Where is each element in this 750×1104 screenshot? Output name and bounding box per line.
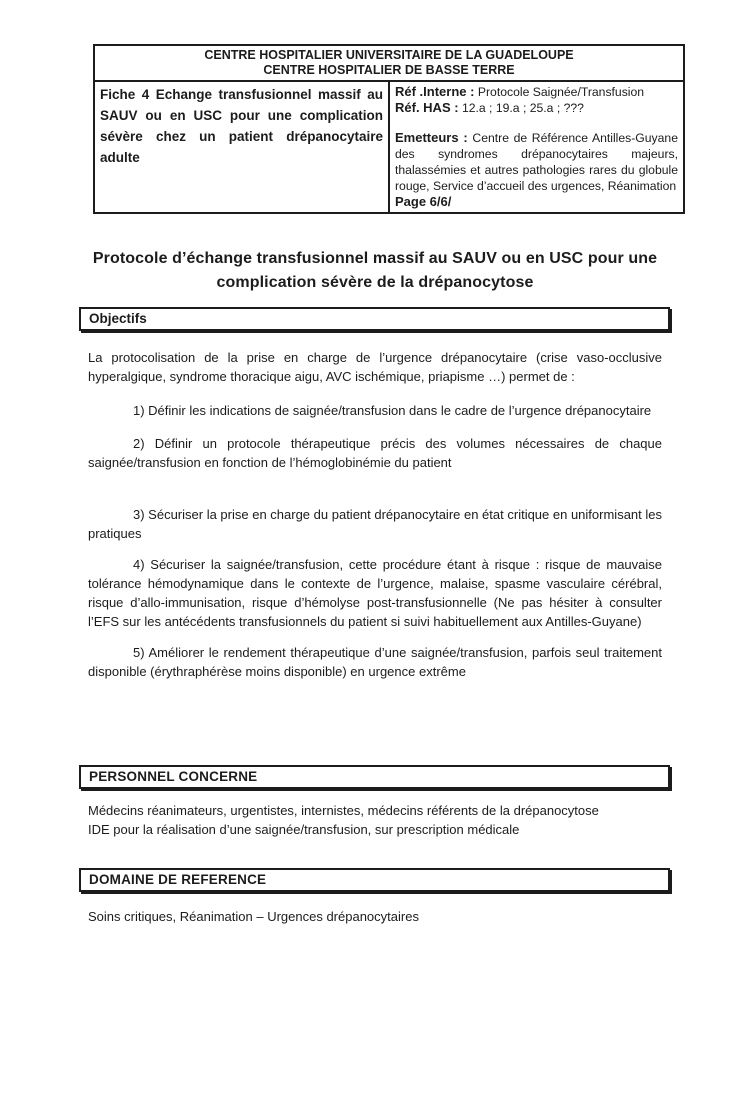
header-detail-row <box>94 81 684 213</box>
ref-interne-label: Réf .Interne : <box>395 84 475 99</box>
ref-has-value: 12.a ; 19.a ; 25.a ; ??? <box>461 101 584 115</box>
page-number: Page 6/6/ <box>395 194 452 209</box>
objectifs-item-2: 2) Définir un protocole thérapeutique précis des volumes nécessaires de chaque saignée/transfusion en fonction de l’hémoglobinémie du patient <box>88 436 662 470</box>
ref-has-label: Réf. HAS : <box>395 100 459 115</box>
header-table <box>93 44 685 214</box>
objectifs-intro-paragraph: La protocolisation de la prise en charge de l’urgence drépanocytaire (crise vaso-occlusive hyperalgique, syndrome thoracique aigu, AVC ischémique, priapisme …) permet de : <box>88 350 662 384</box>
section-heading-personnel <box>79 765 670 789</box>
personnel-line-2: IDE pour la réalisation d’une saignée/transfusion, sur prescription médicale <box>88 822 520 837</box>
document-page <box>0 44 750 1104</box>
header-org-row <box>94 45 684 81</box>
section-heading-personnel-label: PERSONNEL CONCERNE <box>89 769 258 784</box>
reference-cell <box>389 81 684 213</box>
domaine-paragraph: Soins critiques, Réanimation – Urgences drépanocytaires <box>88 909 419 924</box>
emetteurs-value: Centre de Référence Antilles-Guyane des syndromes drépanocytaires majeurs, thalassémies et autres pathologies rares du globule rouge, Service d’accueil des urgences, Réanimation <box>395 131 678 193</box>
page-title: Protocole d’échange transfusionnel massif au SAUV ou en USC pour une complication sévère de la drépanocytose <box>92 250 658 291</box>
ref-interne-line <box>395 84 678 100</box>
personnel-line-1: Médecins réanimateurs, urgentistes, internistes, médecins référents de la drépanocytose <box>88 803 599 818</box>
objectifs-item-4: 4) Sécuriser la saignée/transfusion, cette procédure étant à risque : risque de mauvaise tolérance hémodynamique dans le contexte de l’urgence, malaise, spasme vasculaire cérébral, risque d’allo-immunisation, risque d’hémolyse post-transfusionnelle (Ne pas hésiter à consulter l’EFS sur les antécédents transfusionnels du patient si suivi habituellement aux Antilles-Guyane) <box>88 557 662 629</box>
objectifs-item-5: 5) Améliorer le rendement thérapeutique d’une saignée/transfusion, parfois seul traitement disponible (érythraphérèse moins disponible) en urgence extrême <box>88 645 662 679</box>
fiche-title: Fiche 4 Echange transfusionnel massif au SAUV ou en USC pour une complication sévère chez un patient drépanocytaire adulte <box>100 87 383 165</box>
personnel-paragraph <box>88 801 662 839</box>
fiche-title-cell <box>94 81 389 213</box>
objectifs-item-3: 3) Sécuriser la prise en charge du patient drépanocytaire en état critique en uniformisant les pratiques <box>88 507 662 541</box>
ref-has-line <box>395 100 678 116</box>
objectifs-item-1: 1) Définir les indications de saignée/transfusion dans le cadre de l’urgence drépanocytaire <box>133 403 652 418</box>
org-name-cell <box>94 45 684 81</box>
section-heading-domaine <box>79 868 670 892</box>
org-name-line1: CENTRE HOSPITALIER UNIVERSITAIRE DE LA GUADELOUPE <box>204 48 574 62</box>
section-heading-domaine-label: DOMAINE DE REFERENCE <box>89 872 267 887</box>
section-heading-objectifs-label: Objectifs <box>89 311 147 326</box>
ref-interne-value: Protocole Saignée/Transfusion <box>477 85 645 99</box>
section-heading-objectifs <box>79 307 670 331</box>
emetteurs-label: Emetteurs : <box>395 130 468 145</box>
emetteurs-block <box>395 130 678 194</box>
org-name-line2: CENTRE HOSPITALIER DE BASSE TERRE <box>263 63 515 77</box>
